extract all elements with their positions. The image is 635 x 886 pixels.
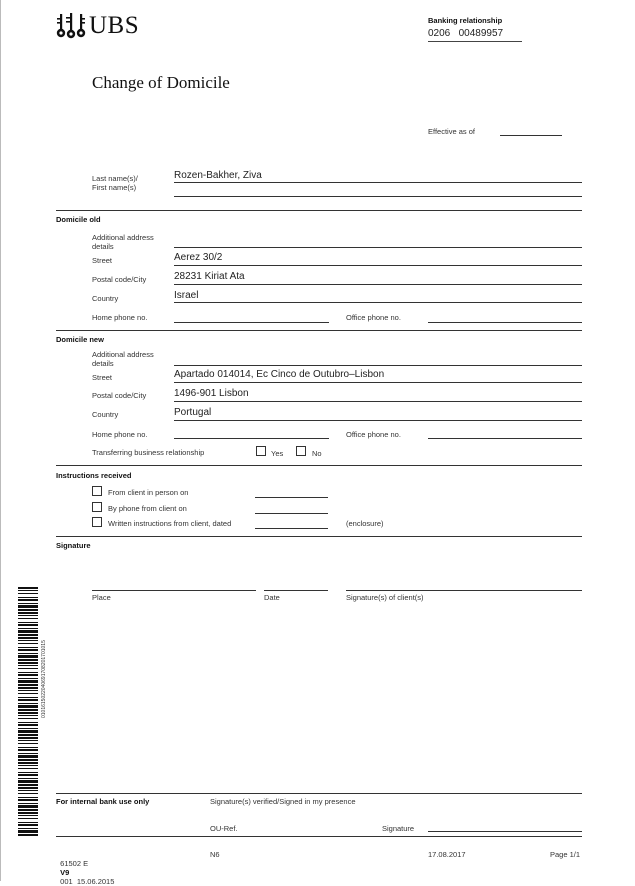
enclosure-label: (enclosure) — [346, 519, 384, 528]
old-street-label: Street — [92, 256, 113, 265]
internal-divider — [56, 793, 582, 794]
new-country-label: Country — [92, 410, 119, 419]
transfer-yes-label: Yes — [271, 449, 284, 458]
barcode-bar — [18, 690, 38, 691]
in-person-label: From client in person on — [108, 488, 189, 497]
barcode-bar — [18, 687, 38, 689]
new-office-phone-label: Office phone no. — [346, 430, 401, 439]
footer-n6: N6 — [210, 850, 220, 859]
place-field[interactable] — [92, 590, 256, 591]
written-date-field[interactable] — [255, 528, 328, 529]
barcode-bar — [18, 662, 38, 664]
barcode-bar — [18, 790, 38, 791]
footer-version-date: 001 15.06.2015 — [60, 877, 115, 886]
barcode-bar — [18, 674, 38, 676]
barcode-bar — [18, 709, 38, 711]
barcode-bar — [18, 703, 38, 704]
barcode-bar — [18, 834, 38, 836]
barcode-bar — [18, 649, 38, 651]
name-label-2: First name(s) — [92, 183, 137, 192]
barcode-bar — [18, 637, 38, 639]
barcode-bar — [18, 593, 38, 594]
new-street-field[interactable] — [174, 382, 582, 383]
client-signature-label: Signature(s) of client(s) — [346, 593, 424, 602]
barcode-bar — [18, 590, 38, 591]
barcode-bar — [18, 628, 38, 629]
new-additional-label-1: Additional address — [92, 350, 154, 359]
page-edge — [0, 0, 1, 881]
barcode-bar — [18, 822, 38, 823]
new-street-value: Apartado 014014, Ec Cinco de Outubro–Lisbon — [174, 369, 385, 380]
new-office-phone-field[interactable] — [428, 438, 582, 439]
place-label: Place — [92, 593, 111, 602]
effective-label: Effective as of — [428, 127, 475, 136]
barcode-bar — [18, 672, 38, 673]
barcode-bar — [18, 684, 38, 686]
transfer-label: Transferring business relationship — [92, 448, 205, 457]
written-checkbox[interactable] — [92, 517, 102, 527]
barcode-bar — [18, 803, 38, 804]
new-postal-field[interactable] — [174, 401, 582, 402]
barcode-bar — [18, 780, 38, 783]
barcode-bar — [18, 643, 38, 644]
domicile-old-divider — [56, 210, 582, 211]
name-field-line-2[interactable] — [174, 196, 582, 197]
barcode-bar — [18, 728, 38, 729]
verified-label: Signature(s) verified/Signed in my presence — [210, 797, 356, 806]
barcode-bar — [18, 815, 38, 816]
barcode-bar — [18, 630, 38, 633]
date-field[interactable] — [264, 590, 328, 591]
by-phone-checkbox[interactable] — [92, 502, 102, 512]
barcode-bar — [18, 640, 38, 641]
barcode-bar — [18, 755, 38, 758]
barcode-bar — [18, 693, 38, 694]
client-signature-field[interactable] — [346, 590, 582, 591]
barcode-bar — [18, 753, 38, 754]
barcode-bar — [18, 830, 38, 833]
old-additional-label-2: details — [92, 242, 114, 251]
barcode-bar — [18, 705, 38, 708]
page-title: Change of Domicile — [92, 73, 230, 92]
by-phone-label: By phone from client on — [108, 504, 187, 513]
barcode-bar — [18, 678, 38, 679]
barcode-bar — [18, 787, 38, 789]
barcode-graphic — [18, 587, 38, 837]
barcode-bar — [18, 749, 38, 751]
instructions-heading: Instructions received — [56, 471, 132, 480]
barcode-bar — [18, 809, 38, 811]
barcode-bar — [18, 599, 38, 601]
old-street-value: Aerez 30/2 — [174, 252, 223, 263]
new-postal-value: 1496-901 Lisbon — [174, 388, 249, 399]
old-street-field[interactable] — [174, 265, 582, 266]
barcode-bar — [18, 612, 38, 614]
barcode-bar — [18, 680, 38, 683]
by-phone-date-field[interactable] — [255, 513, 328, 514]
old-additional-label-1: Additional address — [92, 233, 154, 242]
name-value: Rozen-Bakher, Ziva — [174, 170, 262, 181]
barcode-bar — [18, 737, 38, 739]
signature-heading: Signature — [56, 541, 91, 550]
domicile-new-heading: Domicile new — [56, 335, 104, 344]
new-home-phone-field[interactable] — [174, 438, 329, 439]
ubs-keys-icon — [55, 12, 87, 40]
name-field-line-1[interactable] — [174, 182, 582, 183]
in-person-checkbox[interactable] — [92, 486, 102, 496]
barcode-bar — [18, 655, 38, 658]
internal-heading: For internal bank use only — [56, 797, 150, 806]
barcode-bar — [18, 730, 38, 733]
old-country-label: Country — [92, 294, 119, 303]
barcode-bar — [18, 712, 38, 714]
barcode-bar — [18, 609, 38, 611]
barcode-bar — [18, 774, 38, 776]
barcode-bar — [18, 634, 38, 636]
barcode-bar — [18, 759, 38, 761]
logo-text: UBS — [89, 12, 140, 39]
transfer-no-label: No — [312, 449, 322, 458]
barcode-bar — [18, 768, 38, 769]
internal-bottom-line — [56, 836, 582, 837]
barcode-bar — [18, 622, 38, 623]
in-person-date-field[interactable] — [255, 497, 328, 498]
barcode-bar — [18, 647, 38, 648]
new-street-label: Street — [92, 373, 113, 382]
barcode-bar — [18, 668, 38, 669]
barcode-bar — [18, 824, 38, 826]
barcode-bar — [18, 597, 38, 598]
barcode-bar — [18, 793, 38, 794]
date-label: Date — [264, 593, 280, 602]
written-label: Written instructions from client, dated — [108, 519, 232, 528]
effective-date-field[interactable] — [500, 135, 562, 136]
instructions-divider — [56, 465, 582, 466]
old-country-field[interactable] — [174, 302, 582, 303]
new-postal-label: Postal code/City — [92, 391, 147, 400]
barcode-bar — [18, 740, 38, 741]
new-home-phone-label: Home phone no. — [92, 430, 148, 439]
barcode-bar — [18, 762, 38, 764]
barcode-bar — [18, 799, 38, 801]
internal-signature-field[interactable] — [428, 831, 582, 832]
new-country-field[interactable] — [174, 420, 582, 421]
barcode-bar — [18, 653, 38, 654]
barcode-bar — [18, 718, 38, 719]
old-additional-field[interactable] — [174, 247, 582, 248]
old-office-phone-label: Office phone no. — [346, 313, 401, 322]
barcode-bar — [18, 699, 38, 701]
new-additional-label-2: details — [92, 359, 114, 368]
banking-relationship-number: 0206 00489957 — [428, 28, 504, 39]
transfer-yes-checkbox[interactable] — [256, 446, 266, 456]
new-country-value: Portugal — [174, 407, 212, 418]
old-home-phone-label: Home phone no. — [92, 313, 148, 322]
barcode-bar — [18, 784, 38, 786]
barcode-bar — [18, 765, 38, 766]
footer-version: V9 — [60, 868, 70, 877]
barcode-bar — [18, 624, 38, 626]
barcode-bar — [18, 665, 38, 666]
barcode-bar — [18, 724, 38, 726]
old-home-phone-field[interactable] — [174, 322, 329, 323]
transfer-no-checkbox[interactable] — [296, 446, 306, 456]
barcode-bar — [18, 805, 38, 808]
old-postal-value: 28231 Kiriat Ata — [174, 271, 245, 282]
barcode-bar — [18, 697, 38, 698]
barcode-bar — [18, 812, 38, 814]
barcode-bar — [18, 659, 38, 661]
barcode-bar — [18, 747, 38, 748]
signature-divider — [56, 536, 582, 537]
barcode-bar — [18, 587, 38, 589]
barcode-bar — [18, 722, 38, 723]
new-additional-field[interactable] — [174, 365, 582, 366]
old-country-value: Israel — [174, 290, 199, 301]
domicile-new-divider — [56, 330, 582, 331]
barcode-bar — [18, 797, 38, 798]
old-office-phone-field[interactable] — [428, 322, 582, 323]
barcode-bar — [18, 615, 38, 616]
name-label-1: Last name(s)/ — [92, 174, 138, 183]
barcode-bar — [18, 828, 38, 829]
internal-signature-label: Signature — [382, 824, 415, 833]
footer-date: 17.08.2017 — [428, 850, 466, 859]
barcode — [18, 587, 38, 837]
barcode-bar — [18, 618, 38, 619]
barcode-bar — [18, 734, 38, 736]
banking-relationship-label: Banking relationship — [428, 16, 503, 25]
barcode-bar — [18, 818, 38, 819]
barcode-bar — [18, 605, 38, 608]
barcode-bar — [18, 743, 38, 744]
footer-form-code: 61502 E — [60, 859, 89, 868]
barcode-bar — [18, 603, 38, 604]
ou-ref-label: OU-Ref. — [210, 824, 238, 833]
old-postal-field[interactable] — [174, 284, 582, 285]
barcode-bar — [18, 772, 38, 773]
barcode-bar — [18, 715, 38, 716]
domicile-old-heading: Domicile old — [56, 215, 101, 224]
banking-relationship-underline — [428, 41, 522, 42]
footer-page: Page 1/1 — [550, 850, 581, 859]
barcode-bar — [18, 778, 38, 779]
old-postal-label: Postal code/City — [92, 275, 147, 284]
